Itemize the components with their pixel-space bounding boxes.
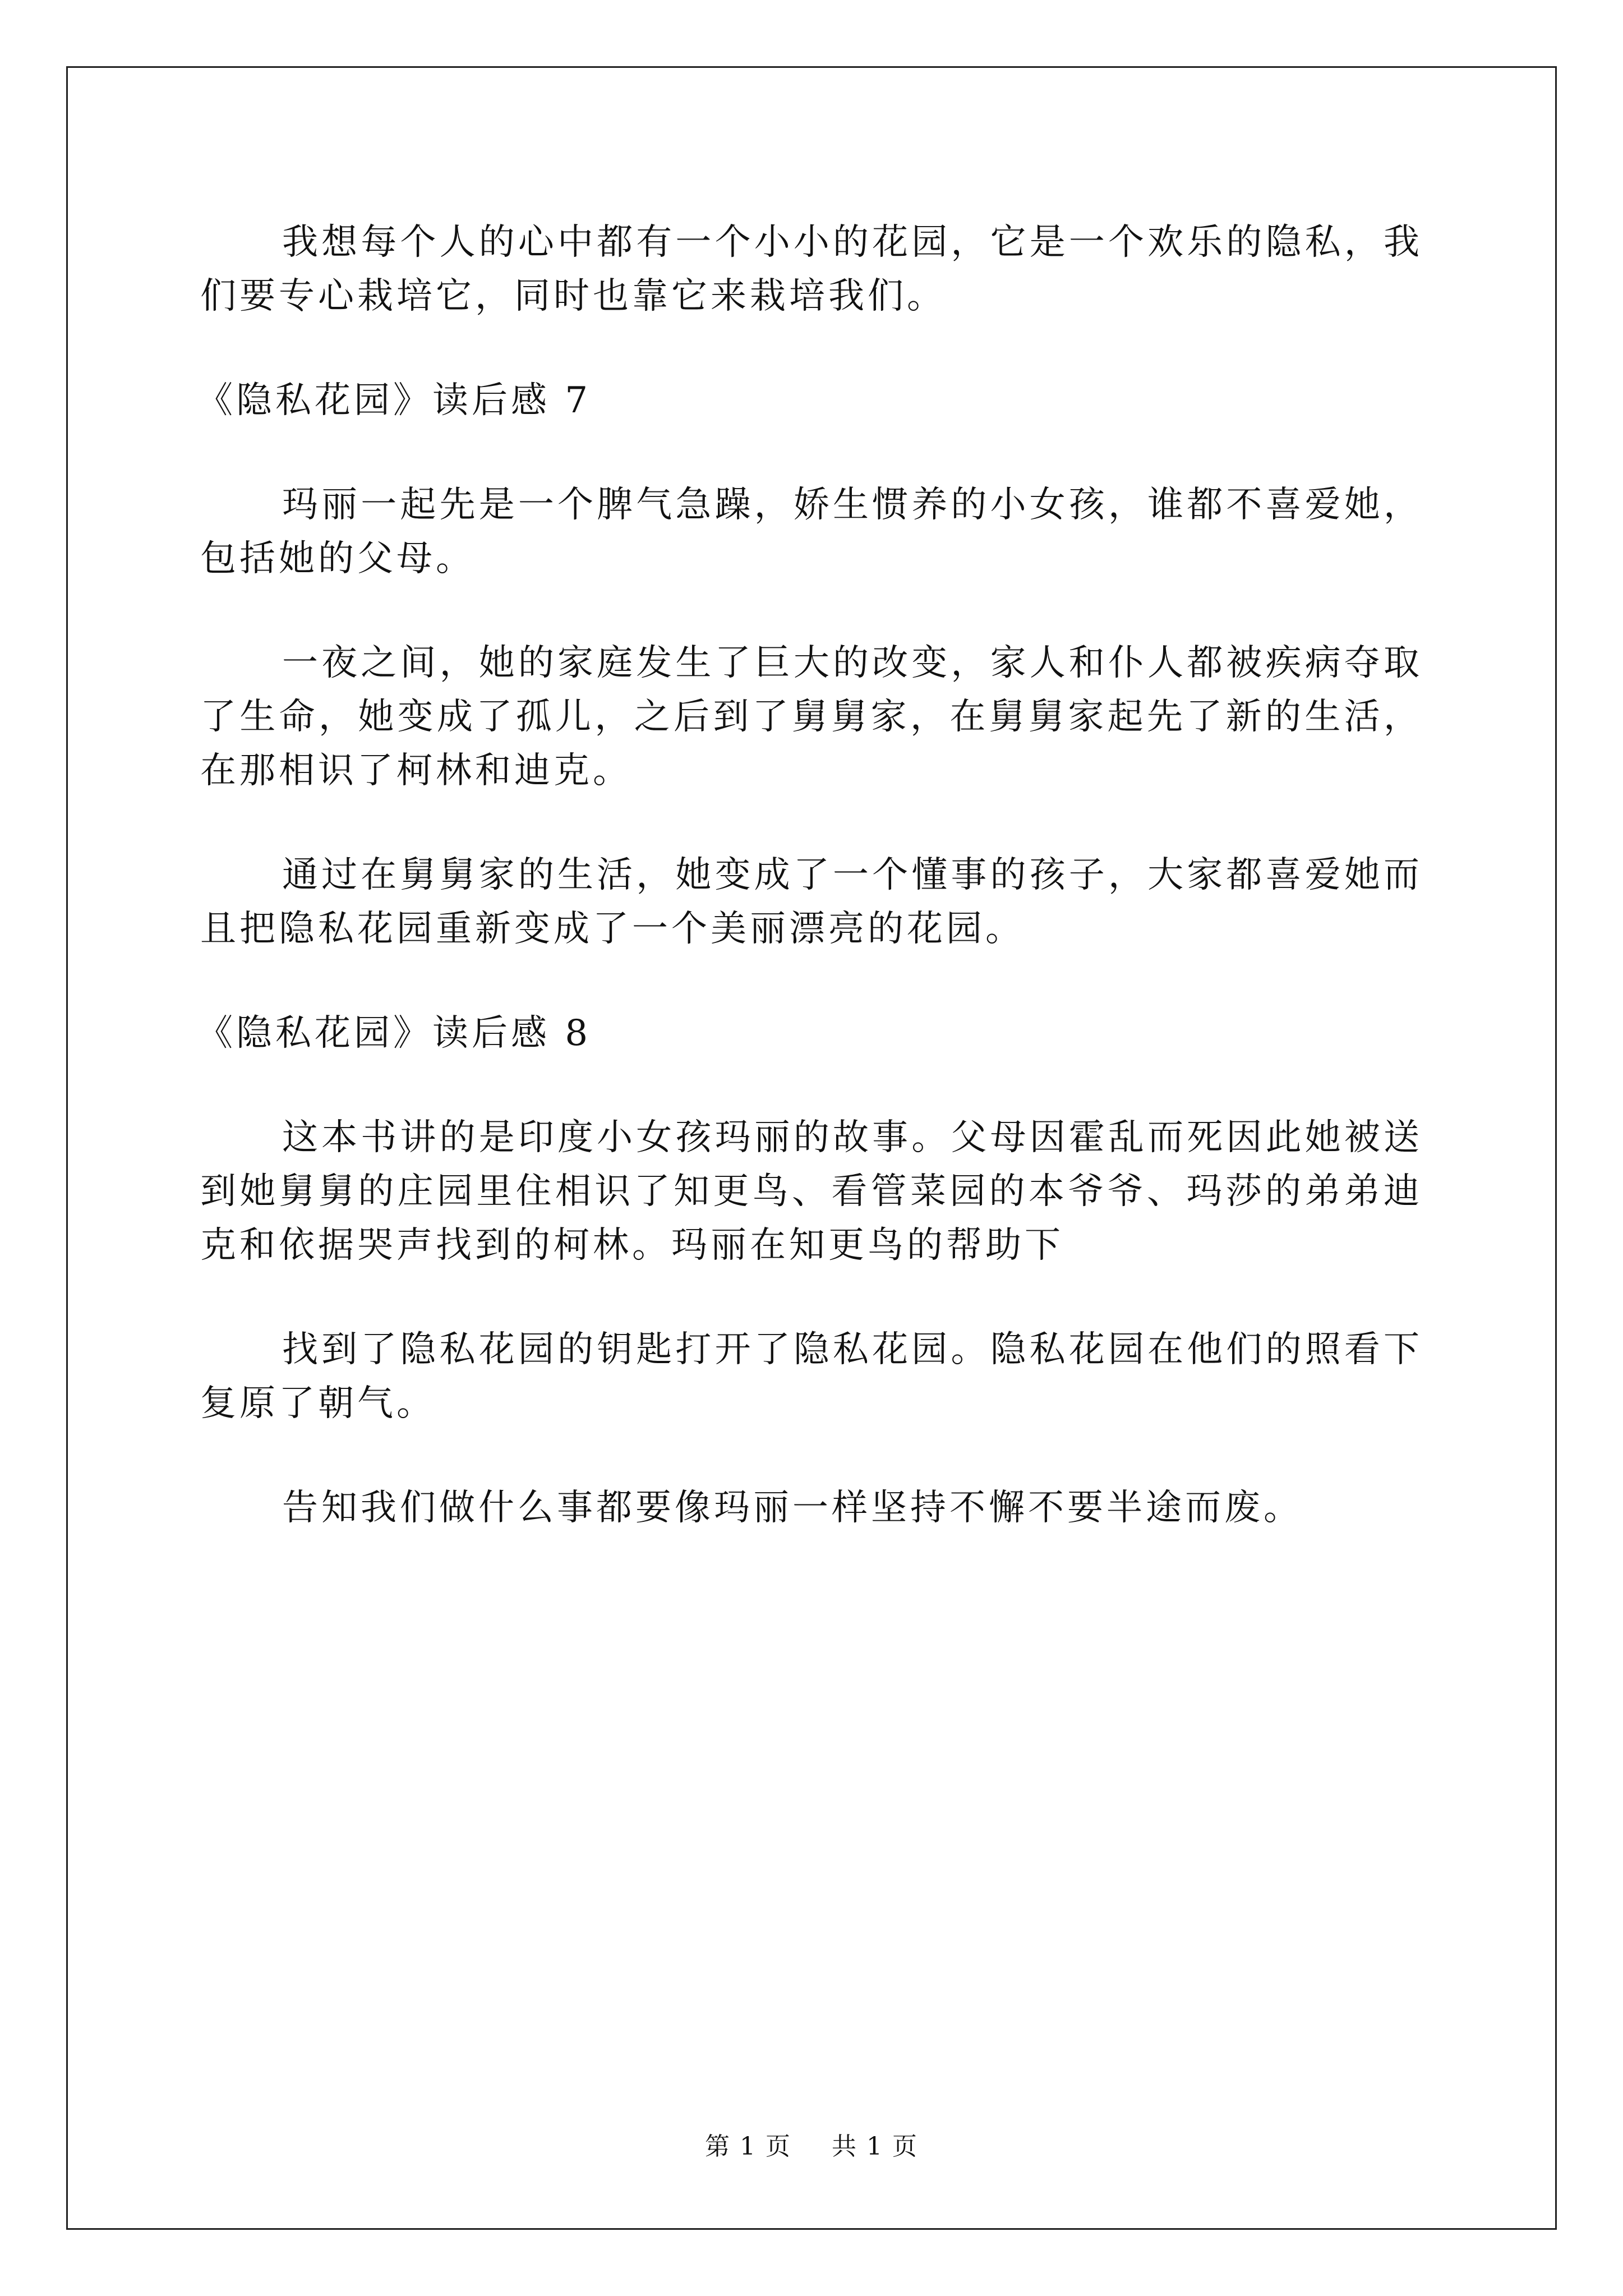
section-heading: 《隐私花园》读后感 7 bbox=[197, 380, 592, 421]
section-heading: 《隐私花园》读后感 8 bbox=[197, 1013, 592, 1054]
paragraph: 通过在舅舅家的生活，她变成了一个懂事的孩子，大家都喜爱她而且把隐私花园重新变成了一个美丽漂亮的花园。 bbox=[200, 854, 1423, 950]
paragraph: 我想每个人的心中都有一个小小的花园，它是一个欢乐的隐私，我们要专心栽培它，同时也靠它来栽培我们。 bbox=[200, 222, 1423, 317]
page-number: 第 1 页 bbox=[705, 2132, 791, 2161]
page-total: 共 1 页 bbox=[832, 2132, 918, 2161]
paragraph: 一夜之间，她的家庭发生了巨大的改变，家人和仆人都被疾病夺取了生命，她变成了孤儿，之后到了舅舅家，在舅舅家起先了新的生活，在那相识了柯林和迪克。 bbox=[200, 642, 1423, 792]
paragraph: 这本书讲的是印度小女孩玛丽的故事。父母因霍乱而死因此她被送到她舅舅的庄园里住相识了知更鸟、看管菜园的本爷爷、玛莎的弟弟迪克和依据哭声找到的柯林。玛丽在知更鸟的帮助下 bbox=[200, 1117, 1423, 1266]
document-body bbox=[197, 215, 1423, 1585]
paragraph: 告知我们做什么事都要像玛丽一样坚持不懈不要半途而废。 bbox=[282, 1487, 1303, 1529]
page-footer bbox=[0, 2126, 1623, 2162]
paragraph: 找到了隐私花园的钥匙打开了隐私花园。隐私花园在他们的照看下复原了朝气。 bbox=[200, 1329, 1423, 1424]
paragraph: 玛丽一起先是一个脾气急躁，娇生惯养的小女孩，谁都不喜爱她，包括她的父母。 bbox=[200, 484, 1423, 579]
